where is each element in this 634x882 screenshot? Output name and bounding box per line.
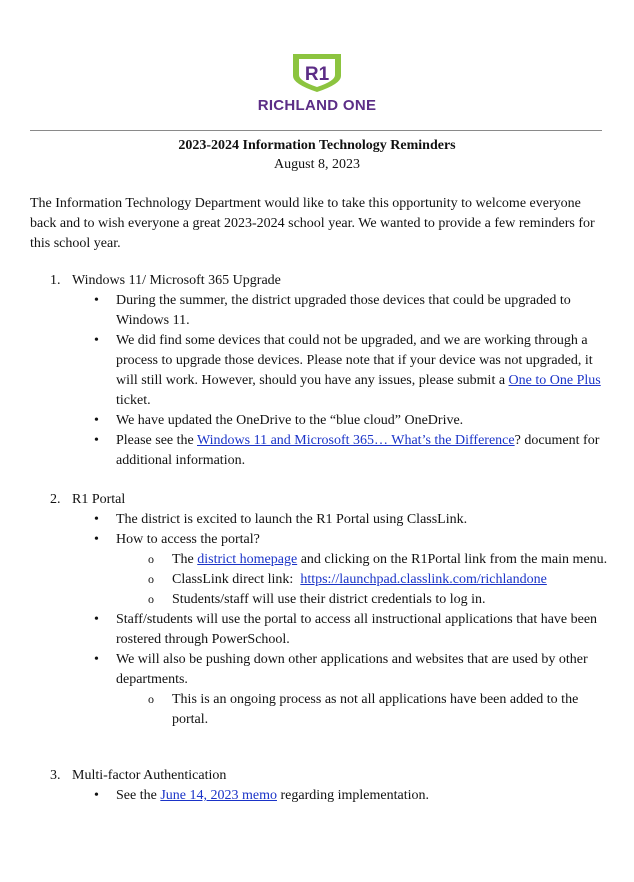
header-divider bbox=[30, 130, 602, 131]
bullet-item bbox=[92, 431, 612, 471]
bullet-text: regarding implementation. bbox=[276, 788, 429, 803]
bullet-text: We will also be pushing down other applications and websites that are used by other departments. bbox=[116, 652, 588, 687]
bullet-item bbox=[92, 510, 612, 530]
bullet-text: How to access the portal? bbox=[116, 532, 260, 547]
section-heading bbox=[50, 271, 281, 291]
section-title: Windows 11/ Microsoft 365 Upgrade bbox=[72, 273, 281, 288]
sub-bullet-text: and clicking on the R1Portal link from the main menu. bbox=[297, 552, 608, 567]
bullet-text: The district is excited to launch the R1 Portal using ClassLink. bbox=[116, 512, 468, 527]
bullet-item bbox=[92, 530, 612, 610]
one-to-one-plus-link[interactable]: One to One Plus bbox=[508, 373, 601, 388]
sub-bullet-item bbox=[148, 690, 612, 730]
logo-mark: R1 bbox=[304, 64, 330, 85]
bullet-item bbox=[92, 291, 612, 331]
section-title: R1 Portal bbox=[72, 492, 126, 507]
sub-bullet-item bbox=[148, 550, 612, 570]
sub-bullet-text: This is an ongoing process as not all applications have been added to the portal. bbox=[172, 692, 579, 727]
bullet-text: ticket. bbox=[116, 393, 151, 408]
bullet-text: See the bbox=[116, 788, 161, 803]
district-logo bbox=[0, 52, 634, 114]
bullet-item bbox=[92, 650, 612, 730]
classlink-direct-link[interactable]: https://launchpad.classlink.com/richlandone bbox=[300, 572, 547, 587]
sub-bullet-list bbox=[148, 690, 612, 730]
section-heading bbox=[50, 490, 125, 510]
windows-11-difference-link[interactable]: Windows 11 and Microsoft 365… What’s the Difference bbox=[197, 433, 515, 448]
sub-bullet-item bbox=[148, 570, 612, 590]
section-bullet-list bbox=[92, 291, 612, 471]
bullet-item bbox=[92, 786, 612, 806]
section-heading bbox=[50, 766, 226, 786]
section-number: 1. bbox=[50, 273, 61, 288]
bullet-text: Staff/students will use the portal to access all instructional applications that have been rostered through PowerSchool. bbox=[116, 612, 598, 647]
section-number: 3. bbox=[50, 768, 61, 783]
bullet-text: We did find some devices that could not be upgraded, and we are working through a process to upgrade those devices. Please note that if your device was not upgraded, it will still work. However, should you have any issues, please submit a bbox=[116, 333, 593, 388]
bullet-text: During the summer, the district upgraded those devices that could be upgraded to Windows 11. bbox=[116, 293, 571, 328]
section-bullet-list bbox=[92, 510, 612, 730]
bullet-item bbox=[92, 331, 612, 411]
district-homepage-link[interactable]: district homepage bbox=[197, 552, 298, 567]
brand-name: RICHLAND ONE bbox=[257, 97, 377, 114]
sub-bullet-text: ClassLink direct link: bbox=[172, 572, 301, 587]
june-14-memo-link[interactable]: June 14, 2023 memo bbox=[160, 788, 277, 803]
bullet-text: Please see the bbox=[116, 433, 197, 448]
r1-shield-logo-icon bbox=[291, 52, 343, 94]
sub-bullet-text: The bbox=[172, 552, 198, 567]
bullet-item bbox=[92, 610, 612, 650]
sub-bullet-list bbox=[148, 550, 612, 610]
bullet-item bbox=[92, 411, 612, 431]
bullet-text: We have updated the OneDrive to the “blue cloud” OneDrive. bbox=[116, 413, 464, 428]
section-number: 2. bbox=[50, 492, 61, 507]
section-title: Multi-factor Authentication bbox=[72, 768, 227, 783]
bullet-text: ? document for additional information. bbox=[116, 433, 600, 468]
document-date: August 8, 2023 bbox=[274, 157, 360, 172]
intro-paragraph: The Information Technology Department would like to take this opportunity to welcome everyone back and to wish everyone a great 2023-2024 school year. We wanted to provide a few reminders for this school year. bbox=[30, 196, 595, 251]
section-bullet-list bbox=[92, 786, 612, 806]
sub-bullet-item bbox=[148, 590, 612, 610]
sub-bullet-text: Students/staff will use their district credentials to log in. bbox=[172, 592, 486, 607]
document-title: 2023-2024 Information Technology Reminders bbox=[178, 138, 456, 153]
